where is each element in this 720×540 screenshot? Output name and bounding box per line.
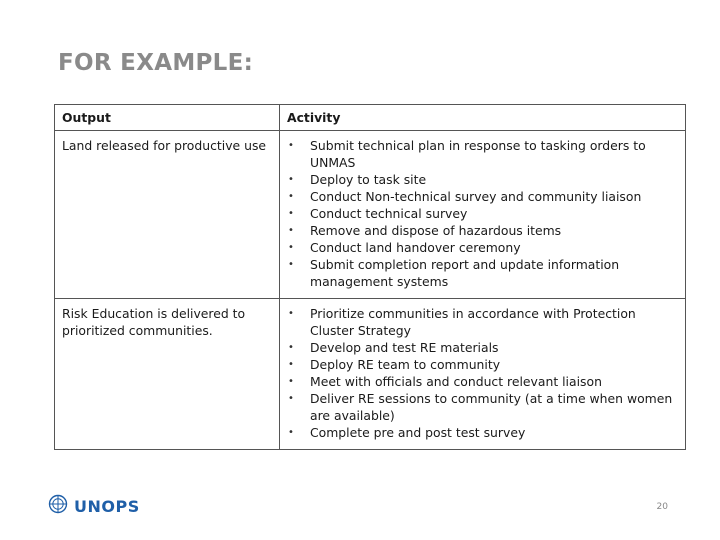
output-cell: Risk Education is delivered to prioritized communities. bbox=[55, 299, 280, 450]
activity-list bbox=[287, 137, 679, 290]
table-row bbox=[55, 299, 686, 450]
table-header-row bbox=[55, 105, 686, 131]
activity-item: • Submit technical plan in response to tasking orders to UNMAS bbox=[287, 137, 679, 171]
activity-item: • Submit completion report and update information management systems bbox=[287, 256, 679, 290]
output-column-header: Output bbox=[55, 105, 280, 131]
page-number: 20 bbox=[656, 502, 668, 512]
output-cell: Land released for productive use bbox=[55, 131, 280, 299]
activity-item: • Conduct technical survey bbox=[287, 205, 679, 222]
unops-logo bbox=[48, 494, 140, 518]
activity-item: • Deploy to task site bbox=[287, 171, 679, 188]
activity-item: • Meet with officials and conduct relevant liaison bbox=[287, 373, 679, 390]
un-emblem-icon bbox=[48, 494, 68, 518]
activity-item: • Deploy RE team to community bbox=[287, 356, 679, 373]
activity-item: • Conduct land handover ceremony bbox=[287, 239, 679, 256]
slide-heading: FOR EXAMPLE: bbox=[58, 50, 254, 76]
table-row bbox=[55, 131, 686, 299]
activity-item: • Remove and dispose of hazardous items bbox=[287, 222, 679, 239]
activity-item: • Complete pre and post test survey bbox=[287, 424, 679, 441]
logo-text: UNOPS bbox=[74, 496, 140, 516]
output-activity-table bbox=[54, 104, 686, 450]
activity-cell bbox=[280, 131, 686, 299]
activity-item: • Develop and test RE materials bbox=[287, 339, 679, 356]
activity-column-header: Activity bbox=[280, 105, 686, 131]
activity-list bbox=[287, 305, 679, 441]
activity-item: • Prioritize communities in accordance with Protection Cluster Strategy bbox=[287, 305, 679, 339]
activity-item: • Deliver RE sessions to community (at a time when women are available) bbox=[287, 390, 679, 424]
activity-cell bbox=[280, 299, 686, 450]
activity-item: • Conduct Non-technical survey and community liaison bbox=[287, 188, 679, 205]
